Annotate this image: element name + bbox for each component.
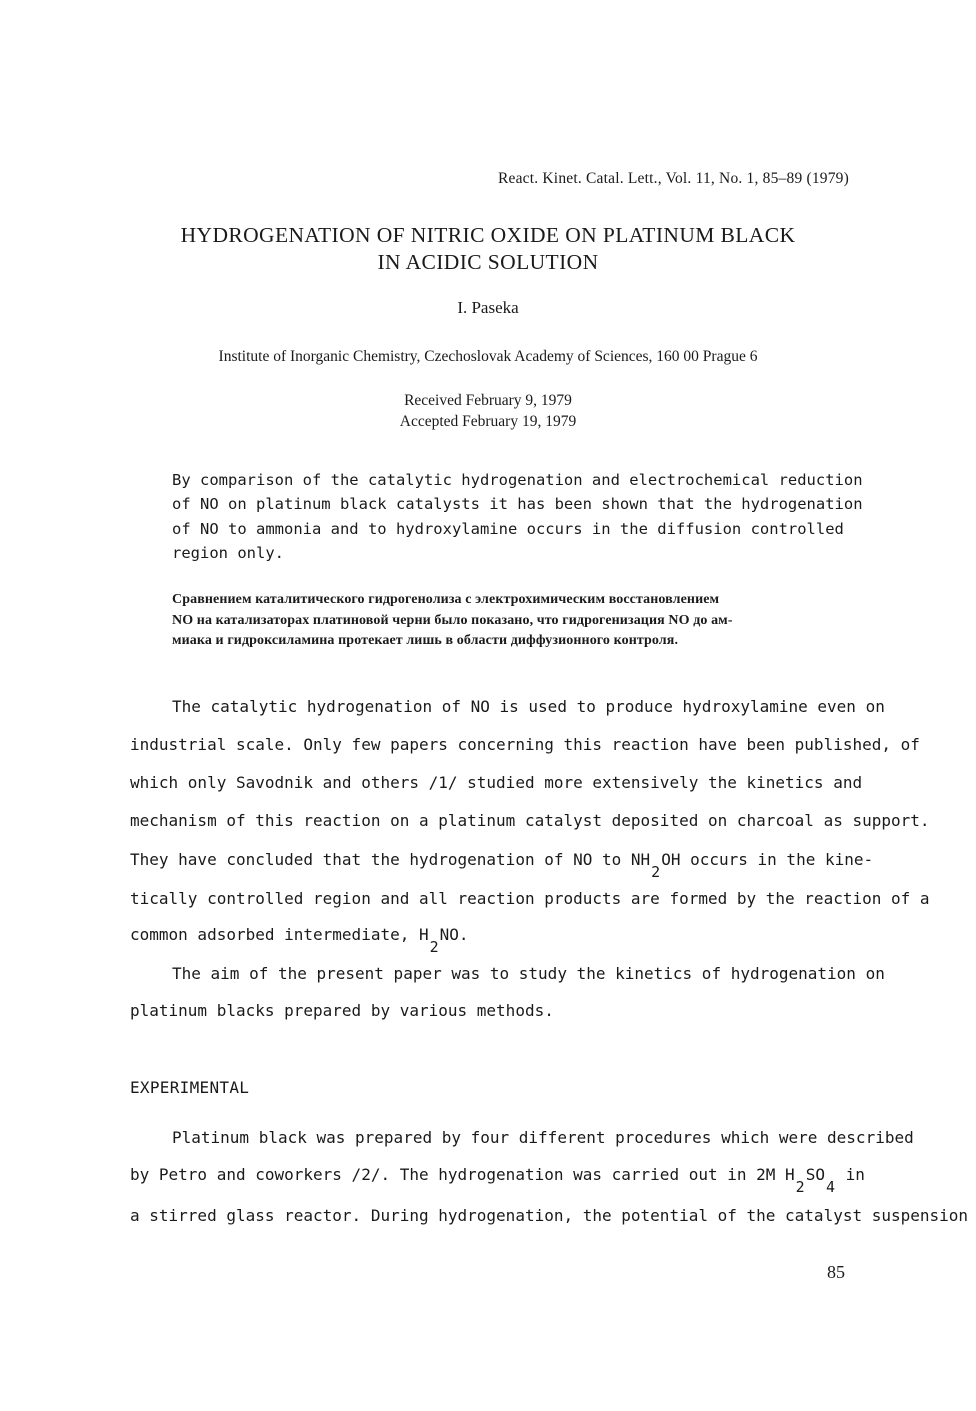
submission-dates [0,390,976,432]
abstract-ru-line: миака и гидроксиламина протекает лишь в области диффузионного контроля. [172,633,679,648]
abstract-en-line: of NO to ammonia and to hydroxylamine occurs in the diffusion controlled [172,519,844,538]
author-affiliation: Institute of Inorganic Chemistry, Czechoslovak Academy of Sciences, 160 00 Prague 6 [218,348,758,365]
intro-line-with-formula: They have concluded that the hydrogenation of NO to $NH_2OH$ occurs in the kine- [130,850,874,881]
intro-line: mechanism of this reaction on a platinum catalyst deposited on charcoal as support. [130,811,930,830]
title-line-2: IN ACIDIC SOLUTION [377,250,599,274]
intro-line: The catalytic hydrogenation of NO is used to produce hydroxylamine even on [172,697,885,716]
experimental-line-with-formula: by Petro and coworkers /2/. The hydrogenation was carried out in 2M $H_2SO_4$ in [130,1165,865,1196]
abstract-en-line: region only. [172,543,284,562]
abstract-ru-line: Сравнением каталитического гидрогенолиза с электрохимическим восстановлением [172,592,720,607]
intro-line: tically controlled region and all reaction products are formed by the reaction of a [130,889,930,908]
section-heading-experimental: EXPERIMENTAL [130,1078,250,1097]
accepted-date: Accepted February 19, 1979 [399,413,577,430]
experimental-line: Platinum black was prepared by four different procedures which were described [172,1128,914,1147]
abstract-en-line: By comparison of the catalytic hydrogenation and electrochemical reduction [172,471,863,489]
experimental-line: a stirred glass reactor. During hydrogenation, the potential of the catalyst suspension [130,1206,969,1225]
intro-line: platinum blacks prepared by various methods. [130,1001,554,1020]
intro-line: which only Savodnik and others /1/ studied more extensively the kinetics and [130,773,863,792]
abstract-en-line: of NO on platinum black catalysts it has been shown that the hydrogenation [172,495,863,514]
page-number: 85 [827,1262,845,1282]
abstract-english [172,468,863,565]
article-title [0,222,976,276]
intro-line: The aim of the present paper was to study the kinetics of hydrogenation on [172,964,885,983]
abstract-ru-line: NO на катализаторах платиновой черни было показано, что гидрогенизация NO до ам- [172,612,733,628]
received-date: Received February 9, 1979 [404,392,572,409]
author-name: I. Paseka [457,298,519,317]
intro-line: industrial scale. Only few papers concerning this reaction have been published, of [130,735,920,754]
journal-citation: React. Kinet. Catal. Lett., Vol. 11, No. 1, 85–89 (1979) [497,170,849,187]
title-line-1: HYDROGENATION OF NITRIC OXIDE ON PLATINUM BLACK [180,223,796,247]
intro-line-with-formula: common adsorbed intermediate, $H_2NO$. [130,925,469,956]
abstract-russian [172,590,862,652]
